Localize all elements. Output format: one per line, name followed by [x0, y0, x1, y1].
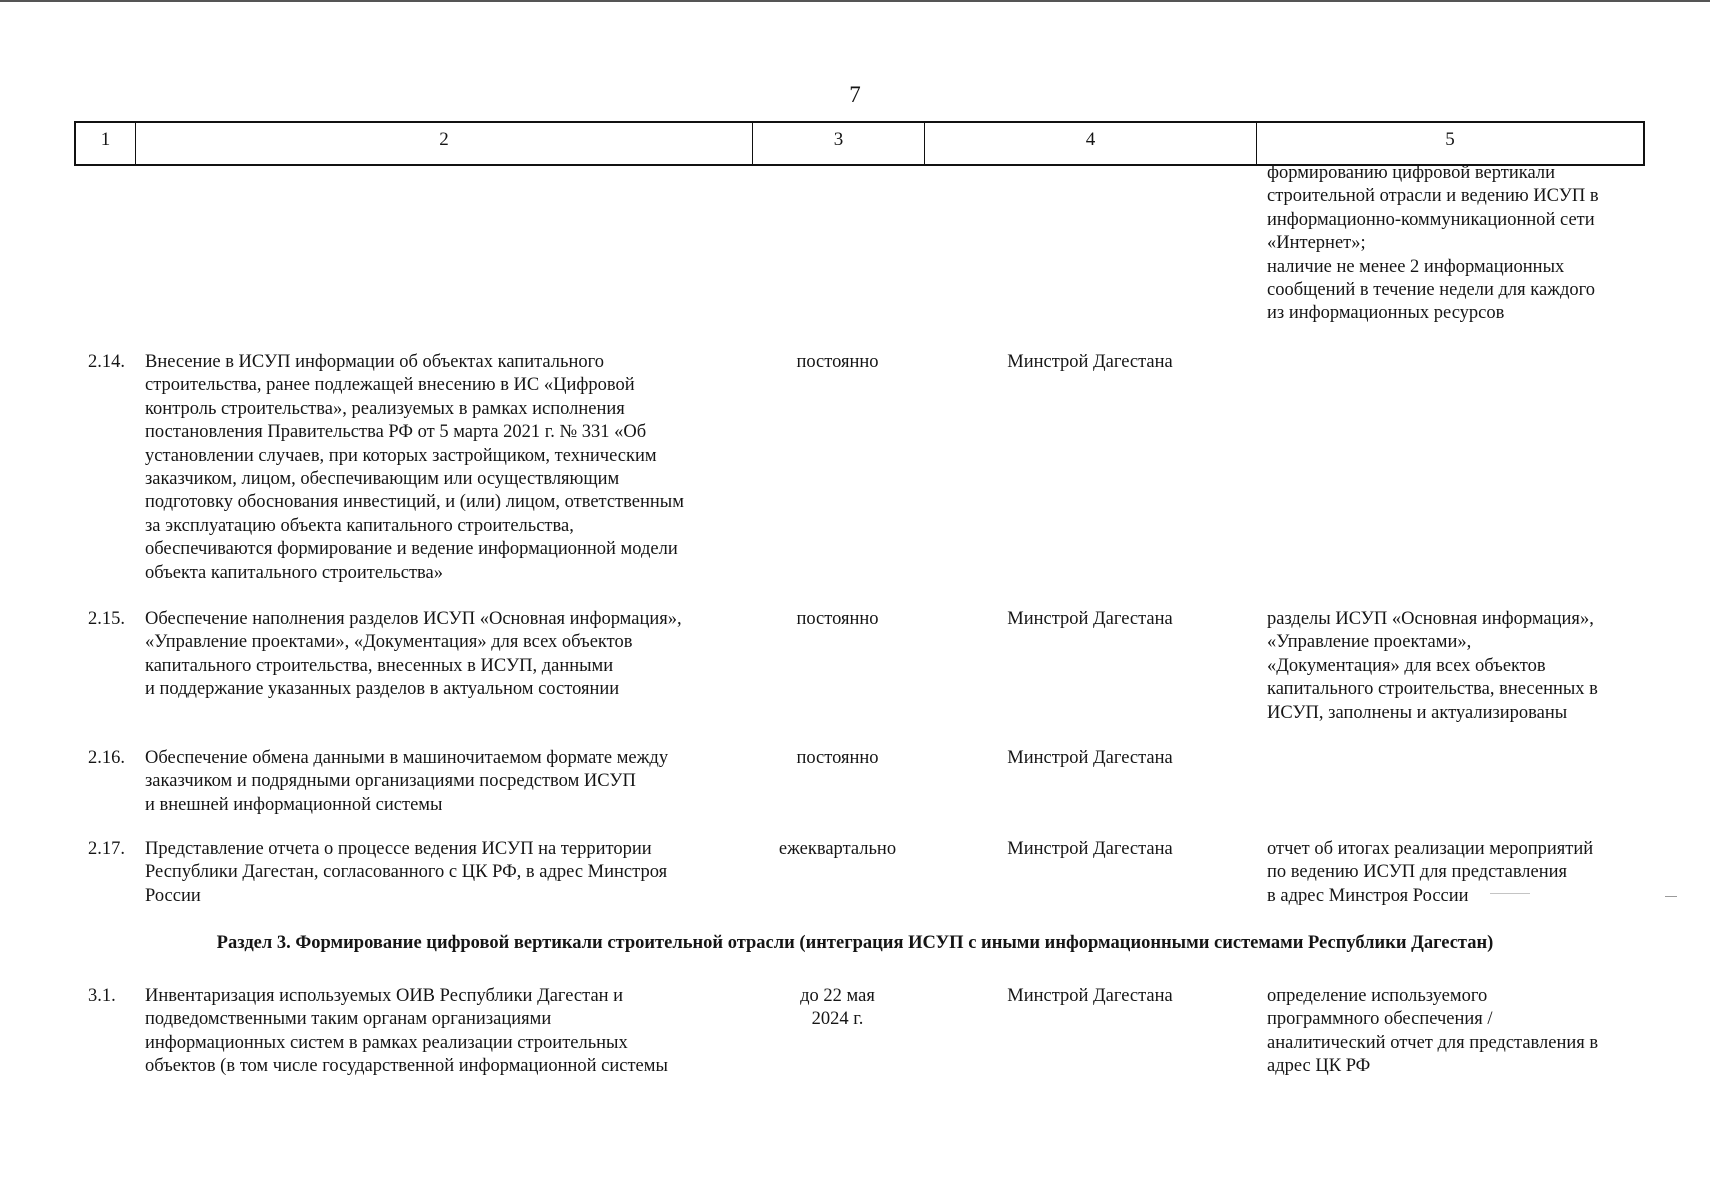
executor-cell: Минстрой Дагестана — [1007, 352, 1173, 372]
result-cell: определение используемого программного обеспечения / аналитический отчет для представления в адрес ЦК РФ — [1267, 986, 1599, 1077]
header-cell-3: 3 — [753, 123, 925, 164]
result-cell: разделы ИСУП «Основная информация», «Управление проектами», «Документация» для всех объектов капитального строительства, внесенных в ИСУП, заполнены и актуализированы — [1267, 609, 1598, 723]
scan-artifact — [1490, 893, 1530, 894]
header-cell-2: 2 — [136, 123, 753, 164]
period-cell: ежеквартально — [778, 839, 897, 859]
scan-artifact — [1665, 896, 1677, 897]
activity-text: Инвентаризация используемых ОИВ Республики Дагестан и подведомственными таким органам организациями информационных систем в рамках реализации строительных объектов (в том числе государственной информационной системы — [145, 986, 668, 1077]
result-cell: отчет об итогах реализации мероприятий по ведению ИСУП для представления в адрес Минстроя России — [1267, 839, 1594, 906]
header-cell-5: 5 — [1445, 129, 1455, 150]
executor-cell: Минстрой Дагестана — [1007, 748, 1173, 768]
activity-text: Представление отчета о процессе ведения ИСУП на территории Республики Дагестан, согласованного с ЦК РФ, в адрес Минстроя России — [145, 839, 668, 906]
period-cell: постоянно — [796, 748, 879, 768]
activity-text: Обеспечение наполнения разделов ИСУП «Основная информация», «Управление проектами», «Документация» для всех объектов капитального строительства, внесенных в ИСУП, данными и поддержание указанных разделов в актуальном состоянии — [145, 609, 682, 700]
activity-text: Внесение в ИСУП информации об объектах капитального строительства, ранее подлежащей внесению в ИС «Цифровой контроль строительства», реализуемых в рамках исполнения постановления Правительства РФ от 5 марта 2021 г. № 331 «Об установлении случаев, при которых застройщиком, техническим заказчиком, лицом, обеспечивающим или осуществляющим подготовку обоснования инвестиций, и (или) лицом, ответственным за эксплуатацию объекта капитального строительства, обеспечиваются формирование и ведение информационной модели объекта капитального строительства» — [145, 352, 684, 583]
executor-cell: Минстрой Дагестана — [1007, 609, 1173, 629]
row-number: 3.1. — [88, 986, 116, 1006]
page-top-border — [0, 0, 1710, 2]
page-number: 7 — [849, 82, 861, 107]
row-number: 2.14. — [88, 352, 125, 372]
executor-cell: Минстрой Дагестана — [1007, 839, 1173, 859]
executor-cell: Минстрой Дагестана — [1007, 986, 1173, 1006]
activity-text: Обеспечение обмена данными в машиночитаемом формате между заказчиком и подрядными организациями посредством ИСУП и внешней информационной системы — [145, 748, 669, 815]
table-header-row — [74, 121, 1645, 166]
period-cell: постоянно — [796, 609, 879, 629]
row-number: 2.16. — [88, 748, 125, 768]
result-cell: формированию цифровой вертикали строительной отрасли и ведению ИСУП в информационно-коммуникационной сети «Интернет»; наличие не менее 2 информационных сообщений в течение недели для каждого из информационных ресурсов — [1267, 163, 1599, 324]
section-title: Раздел 3. Формирование цифровой вертикали строительной отрасли (интеграция ИСУП с иными информационными системами Республики Дагестан) — [216, 933, 1494, 953]
period-cell: до 22 мая 2024 г. — [800, 986, 875, 1030]
period-cell: постоянно — [796, 352, 879, 372]
row-number: 2.17. — [88, 839, 125, 859]
header-cell-1: 1 — [76, 123, 136, 164]
header-cell-4: 4 — [925, 123, 1257, 164]
row-number: 2.15. — [88, 609, 125, 629]
